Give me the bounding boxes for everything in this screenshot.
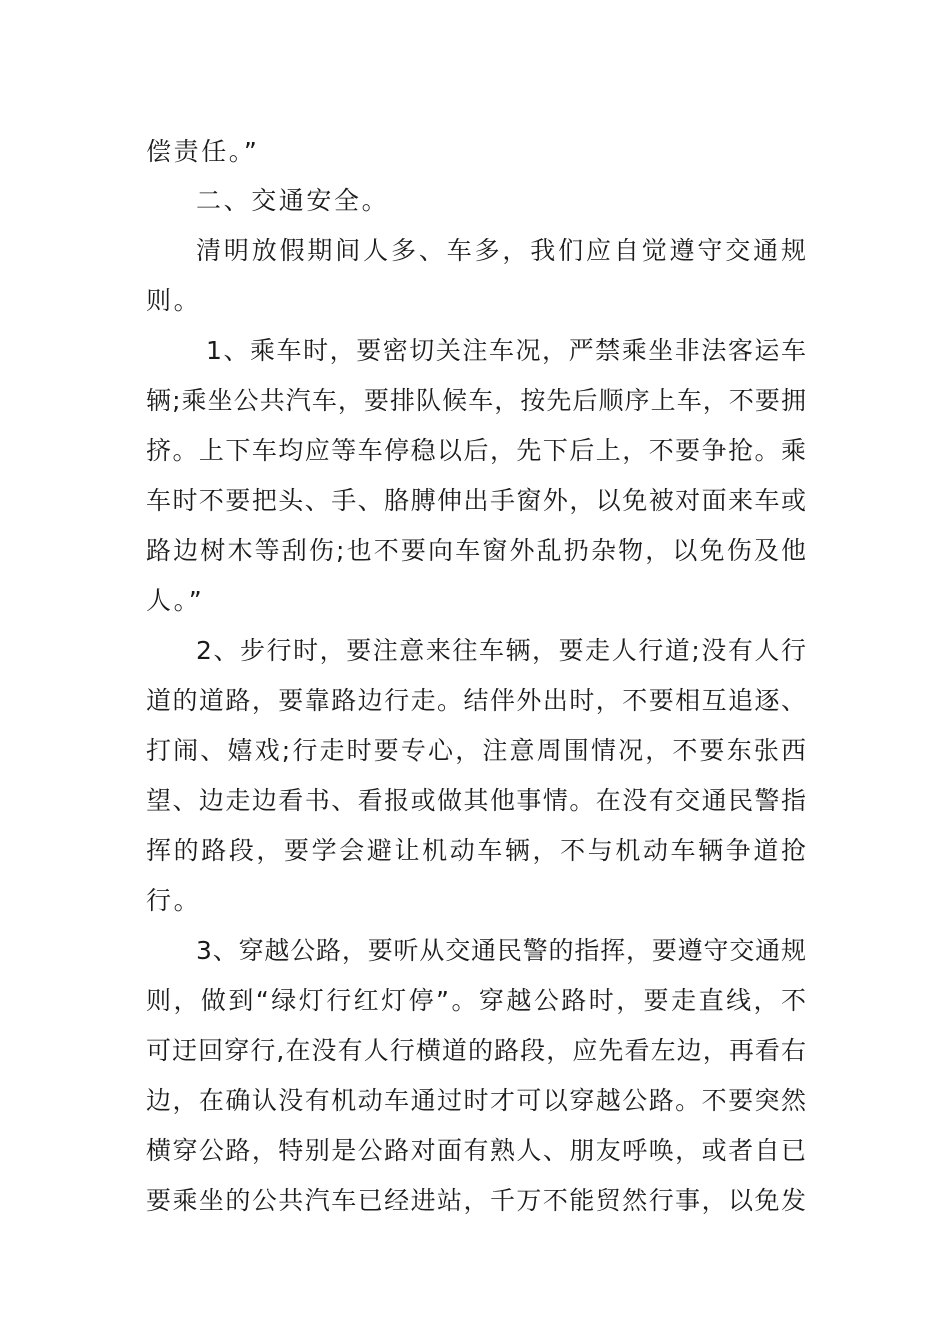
text-line-5: 1、乘车时，要密切关注车况，严禁乘坐非法客运车: [206, 336, 806, 365]
text-line-6: 辆;乘坐公共汽车，要排队候车，按先后顺序上车，不要拥: [146, 386, 806, 415]
text-line-22: 要乘坐的公共汽车已经进站，千万不能贸然行事，以免发: [146, 1186, 806, 1215]
text-line-12: 道的道路，要靠路边行走。结伴外出时，不要相互追逐、: [146, 686, 806, 715]
section-heading-traffic-safety: 二、交通安全。: [196, 186, 390, 215]
text-line-20: 边，在确认没有机动车通过时才可以穿越公路。不要突然: [146, 1086, 806, 1115]
text-line-9: 路边树木等刮伤;也不要向车窗外乱扔杂物，以免伤及他: [146, 536, 806, 565]
text-line-14: 望、边走边看书、看报或做其他事情。在没有交通民警指: [146, 786, 806, 815]
text-line-11: 2、步行时，要注意来往车辆，要走人行道;没有人行: [196, 636, 806, 665]
text-line-7: 挤。上下车均应等车停稳以后，先下后上，不要争抢。乘: [146, 436, 806, 465]
text-line-3: 清明放假期间人多、车多，我们应自觉遵守交通规: [196, 236, 806, 265]
text-line-13: 打闹、嬉戏;行走时要专心，注意周围情况，不要东张西: [146, 736, 806, 765]
text-line-8: 车时不要把头、手、胳膊伸出手窗外，以免被对面来车或: [146, 486, 806, 515]
text-line-10: 人。”: [146, 586, 205, 615]
text-line-15: 挥的路段，要学会避让机动车辆，不与机动车辆争道抢: [146, 836, 806, 865]
text-line-19: 可迂回穿行,在没有人行横道的路段，应先看左边，再看右: [146, 1036, 806, 1065]
text-line-21: 横穿公路，特别是公路对面有熟人、朋友呼唤，或者自已: [146, 1136, 806, 1165]
text-line-18: 则，做到“绿灯行红灯停”。穿越公路时，要走直线，不: [146, 986, 806, 1015]
text-line-16: 行。: [146, 886, 202, 915]
text-line-17: 3、穿越公路，要听从交通民警的指挥，要遵守交通规: [196, 936, 806, 965]
text-line-1: 偿责任。”: [146, 137, 260, 166]
text-line-4: 则。: [146, 286, 202, 315]
